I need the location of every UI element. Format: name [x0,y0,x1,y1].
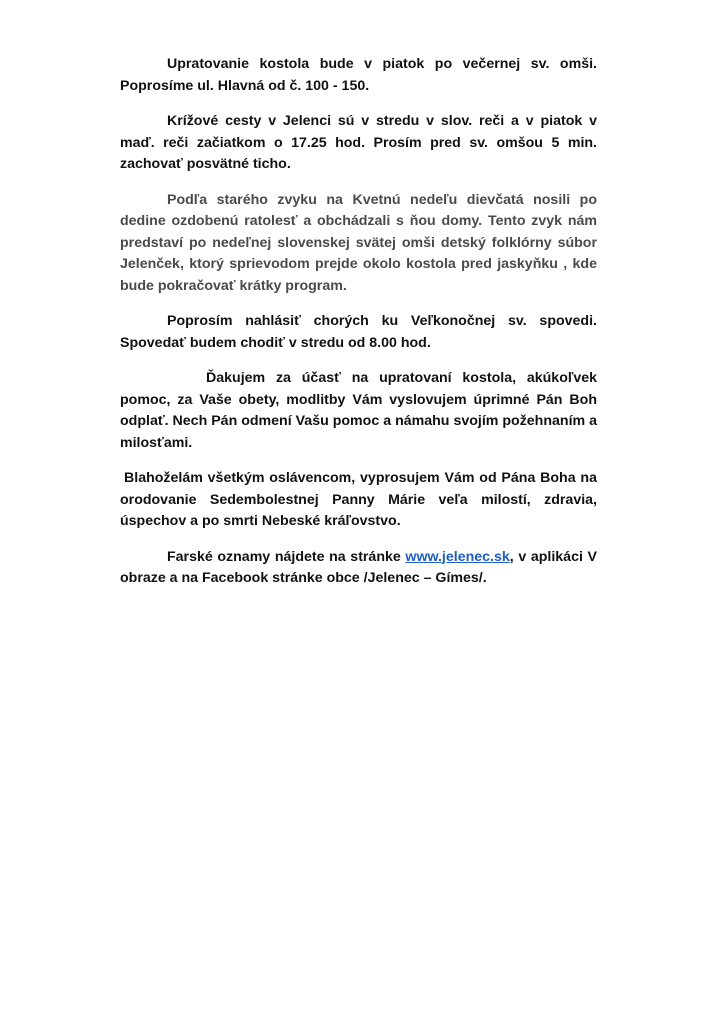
announcement-palm-sunday-custom: Podľa starého zvyku na Kvetnú nedeľu dievčatá nosili po dedine ozdobenú ratolesť a obchádzali s ňou domy. Tento zvyk nám predstaví po nedeľnej slovenskej svätej omši detský folklórny súbor Jelenček, ktorý sprievodom prejde okolo kostola pred jaskyňku , kde bude pokračovať krátky program. [120,191,597,294]
announcement-easter-confession: Poprosím nahlásiť chorých ku Veľkonočnej sv. spovedi. Spovedať budem chodiť v stredu od 8.00 hod. [120,313,597,351]
website-info-suffix: , v aplikáci V obraze a na Facebook stránke obce /Jelenec – Gímes/. [120,548,597,586]
announcement-website-info [120,547,597,590]
announcement-church-cleaning: Upratovanie kostola bude v piatok po večernej sv. omši. Poprosíme ul. Hlavná od č. 100 - 150. [120,56,597,94]
announcement-thanks: Ďakujem za účasť na upratovaní kostola, akúkoľvek pomoc, za Vaše obety, modlitby Vám vyslovujem úprimné Pán Boh odplať. Nech Pán odmení Vašu pomoc a námahu svojím požehnaním a milosťami. [120,370,597,451]
website-link[interactable]: www.jelenec.sk [405,548,510,565]
announcement-stations-of-cross: Krížové cesty v Jelenci sú v stredu v slov. reči a v piatok v maď. reči začiatkom o 17.25 hod. Prosím pred sv. omšou 5 min. zachovať posvätné ticho. [120,113,597,172]
website-info-prefix: Farské oznamy nájdete na stránke [167,548,406,565]
announcement-birthday-wishes: Blahoželám všetkým oslávencom, vyprosujem Vám od Pána Boha na orodovanie Sedembolestnej Panny Márie veľa milostí, zdravia, úspechov a po smrti Nebeské kráľovstvo. [120,470,597,529]
announcements-body [120,54,597,604]
